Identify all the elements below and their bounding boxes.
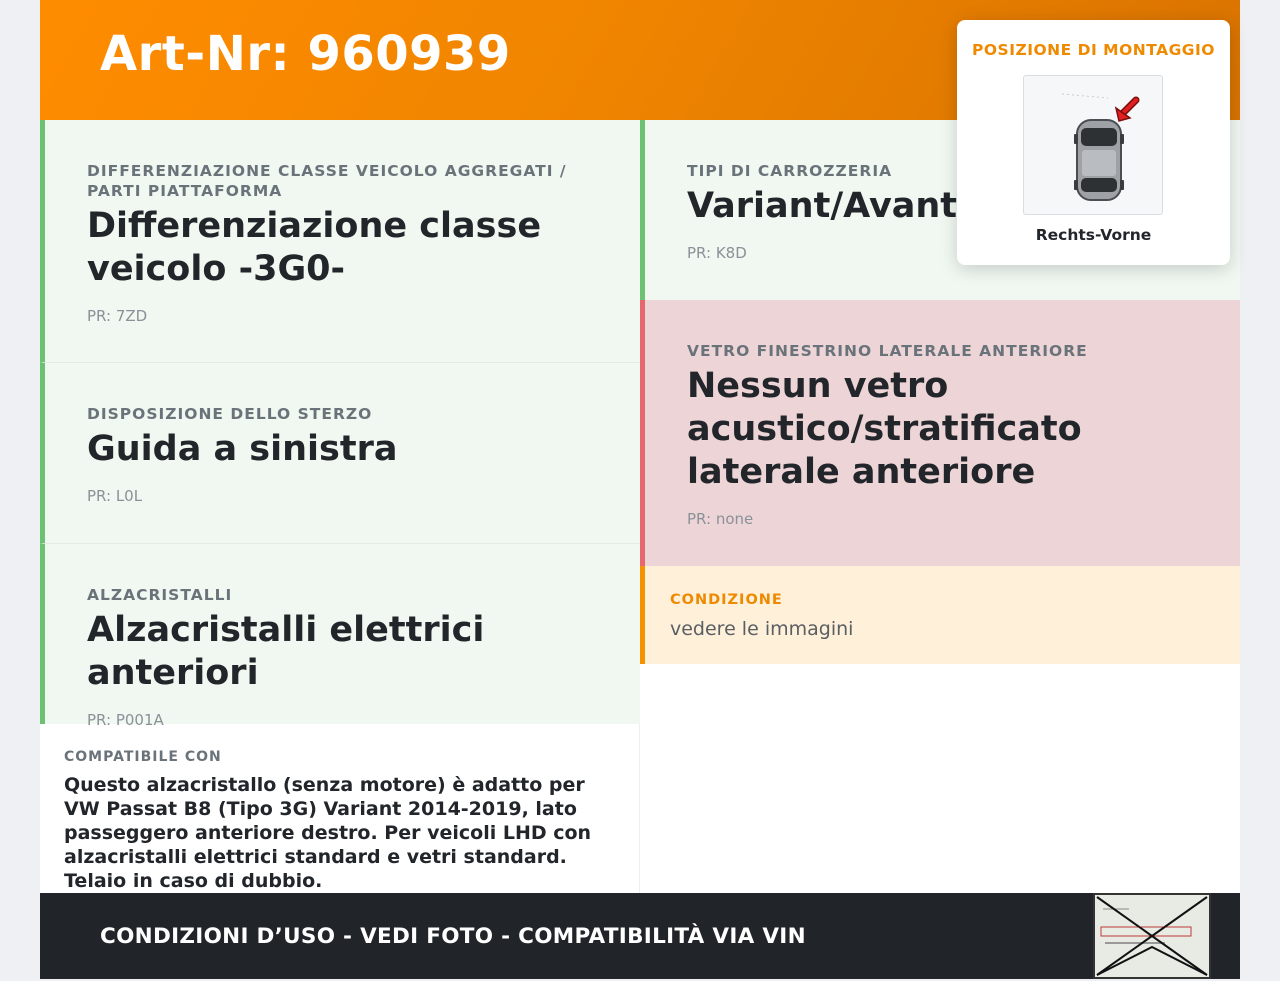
field-value: Guida a sinistra — [87, 429, 398, 469]
mounting-position-card — [957, 20, 1230, 265]
field-value: Variant/Avant — [687, 186, 958, 226]
vin-stamp-thumbnail-icon[interactable] — [1093, 893, 1211, 979]
article-number-title: Art-Nr: 960939 — [100, 26, 511, 82]
footer-text: CONDIZIONI D’USO - VEDI FOTO - COMPATIBILITÀ VIA VIN — [100, 924, 806, 949]
field-label: DISPOSIZIONE DELLO STERZO — [87, 405, 373, 423]
condition-label: CONDIZIONE — [670, 592, 783, 608]
compatibility-label: COMPATIBILE CON — [64, 749, 222, 765]
car-top-view-icon[interactable] — [1023, 75, 1163, 215]
product-sheet — [40, 0, 1240, 979]
field-pr-code: PR: P001A — [87, 711, 164, 729]
field-label: TIPI DI CARROZZERIA — [687, 162, 893, 180]
field-platform-class — [40, 120, 640, 363]
compatibility-box — [40, 724, 640, 893]
footer-bar — [40, 893, 1240, 979]
field-steering — [40, 363, 640, 544]
field-value: Nessun vetro acustico/stratificato laterale anteriore — [687, 366, 1082, 492]
vin-stamp-image — [1095, 895, 1209, 977]
field-label: VETRO FINESTRINO LATERALE ANTERIORE — [687, 342, 1088, 360]
field-pr-code: PR: L0L — [87, 487, 143, 505]
condition-value: vedere le immagini — [670, 618, 854, 640]
mounting-position-title: POSIZIONE DI MONTAGGIO — [972, 41, 1215, 59]
field-label: DIFFERENZIAZIONE CLASSE VEICOLO AGGREGATI / PARTI PIATTAFORMA — [87, 162, 567, 200]
mounting-position-caption: Rechts-Vorne — [1035, 226, 1152, 244]
field-window-regulator — [40, 544, 640, 729]
field-label: ALZACRISTALLI — [87, 586, 233, 604]
field-pr-code: PR: none — [687, 510, 754, 528]
compatibility-text: Questo alzacristallo (senza motore) è adatto per VW Passat B8 (Tipo 3G) Variant 2014-2019, lato passeggero anteriore destro. Per veicoli LHD con alzacristalli elettrici standard e vetri standard. Telaio in caso di dubbio. — [64, 774, 592, 892]
car-diagram — [1024, 76, 1164, 216]
field-pr-code: PR: K8D — [687, 244, 747, 262]
field-value: Differenziazione classe veicolo -3G0- — [87, 206, 542, 289]
field-value: Alzacristalli elettrici anteriori — [87, 610, 485, 693]
condition-box — [640, 566, 1240, 664]
field-front-side-glass — [640, 300, 1240, 566]
field-pr-code: PR: 7ZD — [87, 307, 148, 325]
